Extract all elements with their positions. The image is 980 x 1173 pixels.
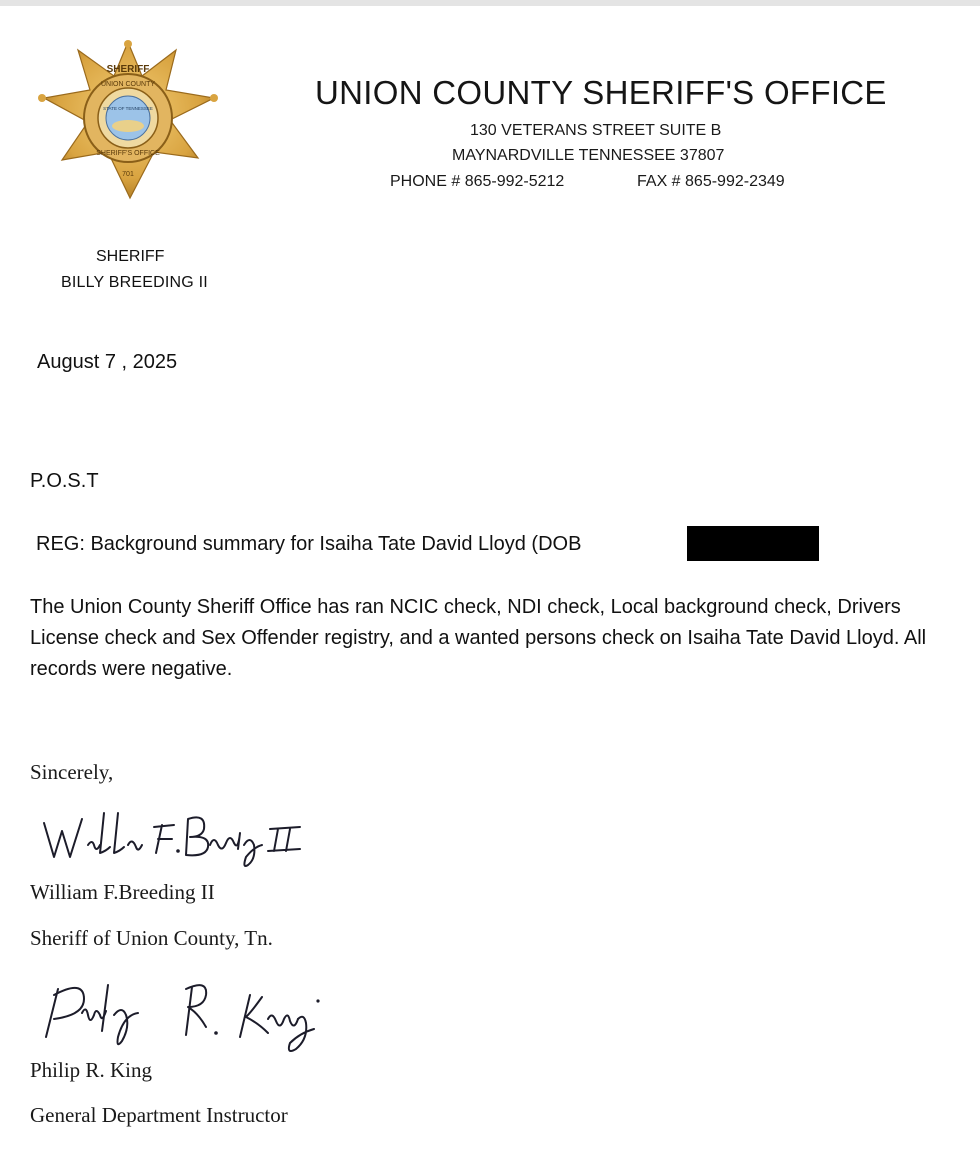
address-line-1: 130 VETERANS STREET SUITE B [470, 122, 722, 139]
redaction-box [687, 526, 819, 561]
signer2-title: General Department Instructor [30, 1103, 288, 1127]
sheriff-star-badge-icon [38, 40, 218, 200]
sheriff-name: BILLY BREEDING II [61, 274, 208, 291]
signer2-name: Philip R. King [30, 1058, 152, 1082]
signature-william-breeding [38, 805, 308, 875]
badge-ring-bottom: SHERIFF'S OFFICE [96, 150, 160, 157]
fax-number: FAX # 865-992-2349 [637, 173, 785, 190]
office-title: UNION COUNTY SHERIFF'S OFFICE [315, 74, 887, 111]
sheriff-title: SHERIFF [96, 248, 165, 265]
badge-number: 701 [122, 171, 134, 178]
letter-date: August 7 , 2025 [37, 351, 178, 373]
regarding-line: REG: Background summary for Isaiha Tate David Lloyd (DOB [36, 533, 582, 555]
signer1-title: Sheriff of Union County, Tn. [30, 926, 273, 950]
phone-number: PHONE # 865-992-5212 [390, 173, 565, 190]
letter-body: The Union County Sheriff Office has ran NCIC check, NDI check, Local background check, Drivers License check and Sex Offender registry, and a wanted persons check on Isaiha Tate David Lloyd. All records were negative. [30, 596, 927, 680]
badge-top-text: SHERIFF [106, 64, 150, 75]
signature-philip-king [36, 975, 336, 1065]
letter-recipient: P.O.S.T [30, 470, 99, 492]
badge-ring-top: UNION COUNTY [100, 81, 156, 88]
badge-center-text: STATE OF TENNESSEE [103, 106, 153, 111]
address-line-2: MAYNARDVILLE TENNESSEE 37807 [452, 147, 725, 164]
top-edge-bar [0, 0, 980, 6]
closing-salutation: Sincerely, [30, 760, 114, 784]
signer1-name: William F.Breeding II [30, 880, 215, 904]
